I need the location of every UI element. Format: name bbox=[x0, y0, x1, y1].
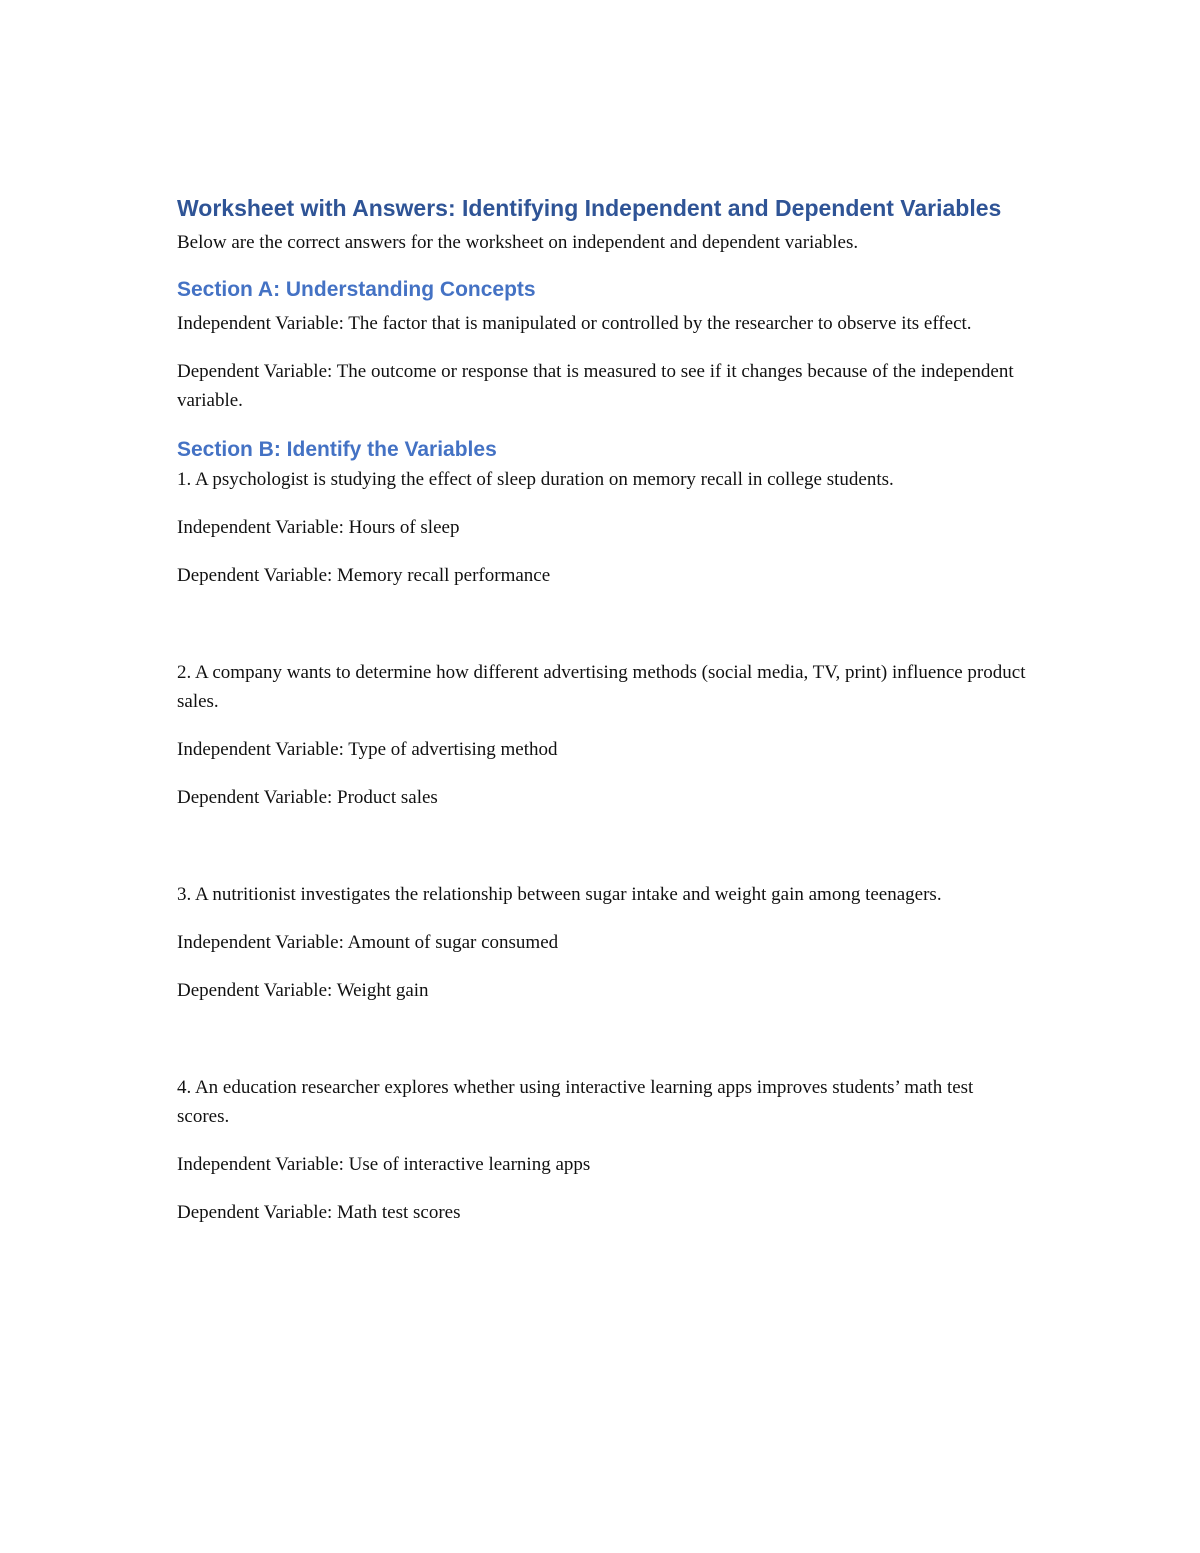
question-independent-answer: Independent Variable: Use of interactive learning apps bbox=[177, 1154, 591, 1175]
question-independent-answer: Independent Variable: Hours of sleep bbox=[177, 517, 460, 538]
question-3 bbox=[177, 880, 1027, 1005]
question-prompt: 3. A nutritionist investigates the relationship between sugar intake and weight gain among teenagers. bbox=[177, 884, 942, 905]
question-dependent-answer: Dependent Variable: Math test scores bbox=[177, 1202, 461, 1223]
section-b-heading: Section B: Identify the Variables bbox=[177, 438, 497, 461]
intro-paragraph: Below are the correct answers for the worksheet on independent and dependent variables. bbox=[177, 232, 859, 253]
question-2 bbox=[177, 658, 1027, 812]
document-content bbox=[177, 189, 1027, 1227]
question-dependent-answer: Dependent Variable: Weight gain bbox=[177, 980, 429, 1001]
question-1 bbox=[177, 465, 1027, 590]
question-dependent-answer: Dependent Variable: Memory recall performance bbox=[177, 565, 551, 586]
question-prompt: 1. A psychologist is studying the effect of sleep duration on memory recall in college students. bbox=[177, 469, 894, 490]
question-independent-answer: Independent Variable: Type of advertising method bbox=[177, 739, 558, 760]
question-dependent-answer: Dependent Variable: Product sales bbox=[177, 787, 438, 808]
section-a-heading: Section A: Understanding Concepts bbox=[177, 278, 536, 301]
question-prompt: 2. A company wants to determine how different advertising methods (social media, TV, print) influence product sales. bbox=[177, 662, 1026, 712]
question-prompt: 4. An education researcher explores whether using interactive learning apps improves students’ math test scores. bbox=[177, 1077, 974, 1127]
independent-variable-definition: Independent Variable: The factor that is manipulated or controlled by the researcher to observe its effect. bbox=[177, 313, 972, 334]
dependent-variable-definition: Dependent Variable: The outcome or response that is measured to see if it changes because of the independent variable. bbox=[177, 361, 1014, 411]
document-title: Worksheet with Answers: Identifying Independent and Dependent Variables bbox=[177, 195, 1002, 221]
question-4 bbox=[177, 1073, 1027, 1227]
question-independent-answer: Independent Variable: Amount of sugar consumed bbox=[177, 932, 559, 953]
